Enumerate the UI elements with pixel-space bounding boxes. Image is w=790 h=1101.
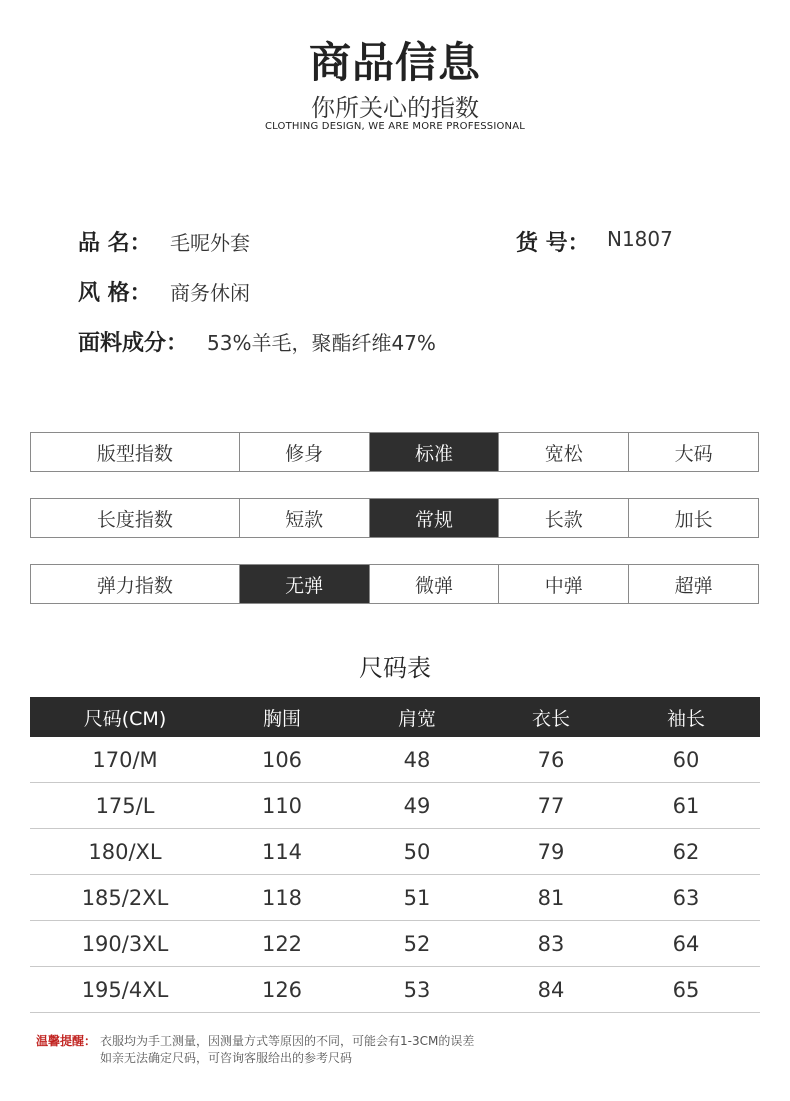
table-row [30, 829, 760, 875]
elasticity-option: 超弹 [628, 565, 758, 603]
fit-option: 宽松 [498, 433, 628, 471]
style-value: 商务休闲 [170, 281, 250, 305]
length-option: 加长 [628, 499, 758, 537]
sku-label: 货 号： [516, 231, 590, 256]
fabric-value: 53%羊毛，聚酯纤维47% [207, 331, 436, 355]
table-row [30, 875, 760, 921]
table-cell: 53 [403, 977, 431, 1002]
table-cell: 77 [537, 793, 565, 818]
note-label: 温馨提醒： [36, 1034, 97, 1048]
table-cell: 61 [672, 793, 700, 818]
note-line-2: 如亲无法确定尺码，可咨询客服给出的参考尺码 [100, 1051, 353, 1065]
table-row [30, 967, 760, 1013]
size-table [30, 697, 760, 1013]
table-cell: 60 [672, 747, 700, 772]
page-subtitle: 你所关心的指数 [311, 94, 479, 122]
elasticity-option: 微弹 [369, 565, 499, 603]
sku-value: N1807 [607, 227, 673, 251]
fit-option: 修身 [239, 433, 369, 471]
table-cell: 118 [261, 885, 303, 910]
elasticity-index-label: 弹力指数 [96, 574, 173, 597]
table-cell: 50 [403, 839, 431, 864]
table-cell: 48 [403, 747, 431, 772]
elasticity-option: 无弹 [239, 565, 369, 603]
fit-option: 标准 [369, 433, 499, 471]
size-table-header [30, 697, 760, 737]
table-row [30, 737, 760, 783]
length-option: 常规 [369, 499, 499, 537]
length-option: 长款 [498, 499, 628, 537]
table-row [30, 921, 760, 967]
table-cell: 76 [537, 747, 565, 772]
table-cell: 52 [403, 931, 431, 956]
fit-index-table [30, 432, 759, 472]
table-cell: 63 [672, 885, 700, 910]
table-cell: 180/XL [88, 839, 162, 864]
elasticity-option: 中弹 [498, 565, 628, 603]
product-name-value: 毛呢外套 [170, 231, 250, 255]
table-cell: 110 [261, 793, 303, 818]
table-cell: 126 [261, 977, 303, 1002]
table-cell: 170/M [92, 747, 158, 772]
style-label: 风 格： [78, 281, 152, 306]
header-shoulder: 肩宽 [397, 707, 436, 730]
table-cell: 190/3XL [81, 931, 169, 956]
header-size: 尺码(CM) [83, 707, 167, 730]
table-cell: 83 [537, 931, 565, 956]
product-name-label: 品 名： [78, 231, 152, 256]
table-cell: 51 [403, 885, 431, 910]
table-cell: 114 [261, 839, 303, 864]
table-cell: 106 [261, 747, 303, 772]
table-cell: 175/L [95, 793, 155, 818]
table-cell: 62 [672, 839, 700, 864]
table-cell: 122 [261, 931, 303, 956]
page-title: 商品信息 [308, 38, 481, 87]
table-cell: 84 [537, 977, 565, 1002]
header-sleeve: 袖长 [666, 707, 705, 730]
header-length: 衣长 [531, 707, 570, 730]
table-cell: 185/2XL [81, 885, 169, 910]
table-cell: 64 [672, 931, 700, 956]
length-option: 短款 [239, 499, 369, 537]
table-cell: 79 [537, 839, 565, 864]
table-cell: 195/4XL [81, 977, 169, 1002]
note-line-1: 衣服均为手工测量，因测量方式等原因的不同，可能会有1-3CM的误差 [100, 1034, 475, 1048]
header-chest: 胸围 [262, 707, 301, 730]
size-table-title: 尺码表 [359, 654, 431, 682]
table-cell: 49 [403, 793, 431, 818]
length-index-label: 长度指数 [96, 508, 173, 531]
fabric-label: 面料成分： [78, 331, 189, 356]
fit-index-label: 版型指数 [96, 442, 173, 465]
elasticity-index-table [30, 564, 759, 604]
fit-option: 大码 [628, 433, 758, 471]
length-index-table [30, 498, 759, 538]
table-row [30, 783, 760, 829]
table-cell: 65 [672, 977, 700, 1002]
table-cell: 81 [537, 885, 565, 910]
page-subtitle-en: CLOTHING DESIGN, WE ARE MORE PROFESSIONAL [264, 121, 526, 132]
